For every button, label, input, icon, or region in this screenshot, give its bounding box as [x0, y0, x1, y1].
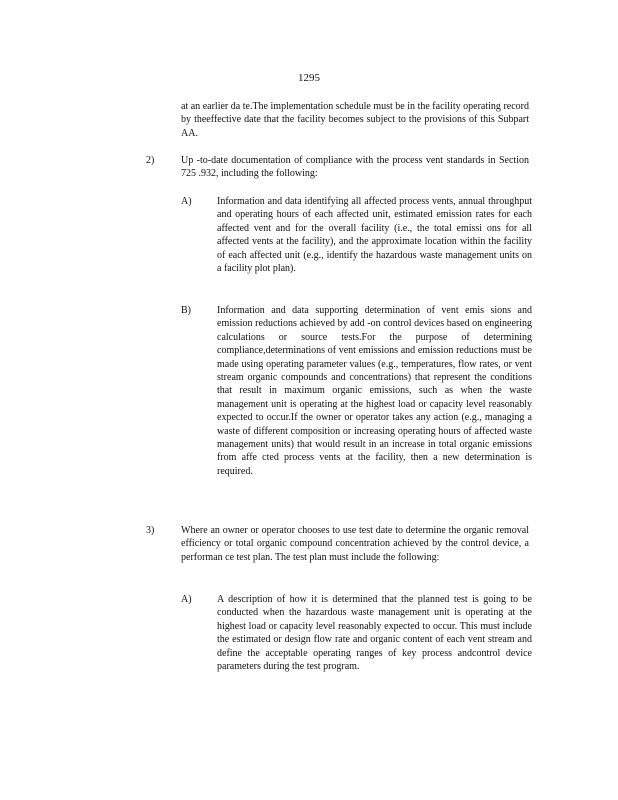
page-number: 1295 [298, 72, 320, 84]
item-3a-label: A) [181, 594, 192, 605]
item-2a-text: Information and data identifying all affected process vents, annual throughput and operating hours of each affected unit, estimated emission rates for each affected vent and for the overall facility (i.e., the total emissi ons for all affected vents at the facility), and the approximate location within the facility of each affected unit (e.g., identify the hazardous waste management units on a facility plot plan). [217, 196, 532, 275]
item-2b-label: B) [181, 305, 191, 316]
item-2-text: Up -to-date documentation of compliance with the process vent standards in Section 725 .932, including the following: [181, 155, 529, 180]
item-2-label: 2) [146, 155, 155, 166]
item-3-label: 3) [146, 525, 155, 536]
item-3-text: Where an owner or operator chooses to use test date to determine the organic removal efficiency or total organic compound concentration achieved by the control device, a performan ce test plan. The test plan must include the following: [181, 525, 529, 563]
item-3a-text: A description of how it is determined that the planned test is going to be conducted when the hazardous waste management unit is operating at the highest load or capacity level reasonably expected to occur. This must include the estimated or design flow rate and organic content of each vent stream and define the acceptable operating ranges of key process andcontrol device parameters during the test program. [217, 594, 532, 673]
item-2b-text: Information and data supporting determination of vent emis sions and emission reductions achieved by add -on control devices based on engineering calculations or source tests.For the purpose of determining compliance,determinations of vent emissions and emission reductions must be made using operating parameter values (e.g., temperatures, flow rates, or vent stream organic compounds and concentrations) that represent the conditions that result in maximum organic emissions, such as when the waste management unit is operating at the highest load or capacity level reasonably expected to occur.If the owner or operator takes any action (e.g., managing a waste of different composition or increasing operating hours of affected waste management units) that would result in an increase in total organic emissions from affe cted process vents at the facility, then a new determination is required. [217, 305, 532, 477]
continuation-paragraph: at an earlier da te.The implementation schedule must be in the facility operating record by theeffective date that the facility becomes subject to the provisions of this Subpart AA. [181, 101, 529, 139]
item-2a-label: A) [181, 196, 192, 207]
